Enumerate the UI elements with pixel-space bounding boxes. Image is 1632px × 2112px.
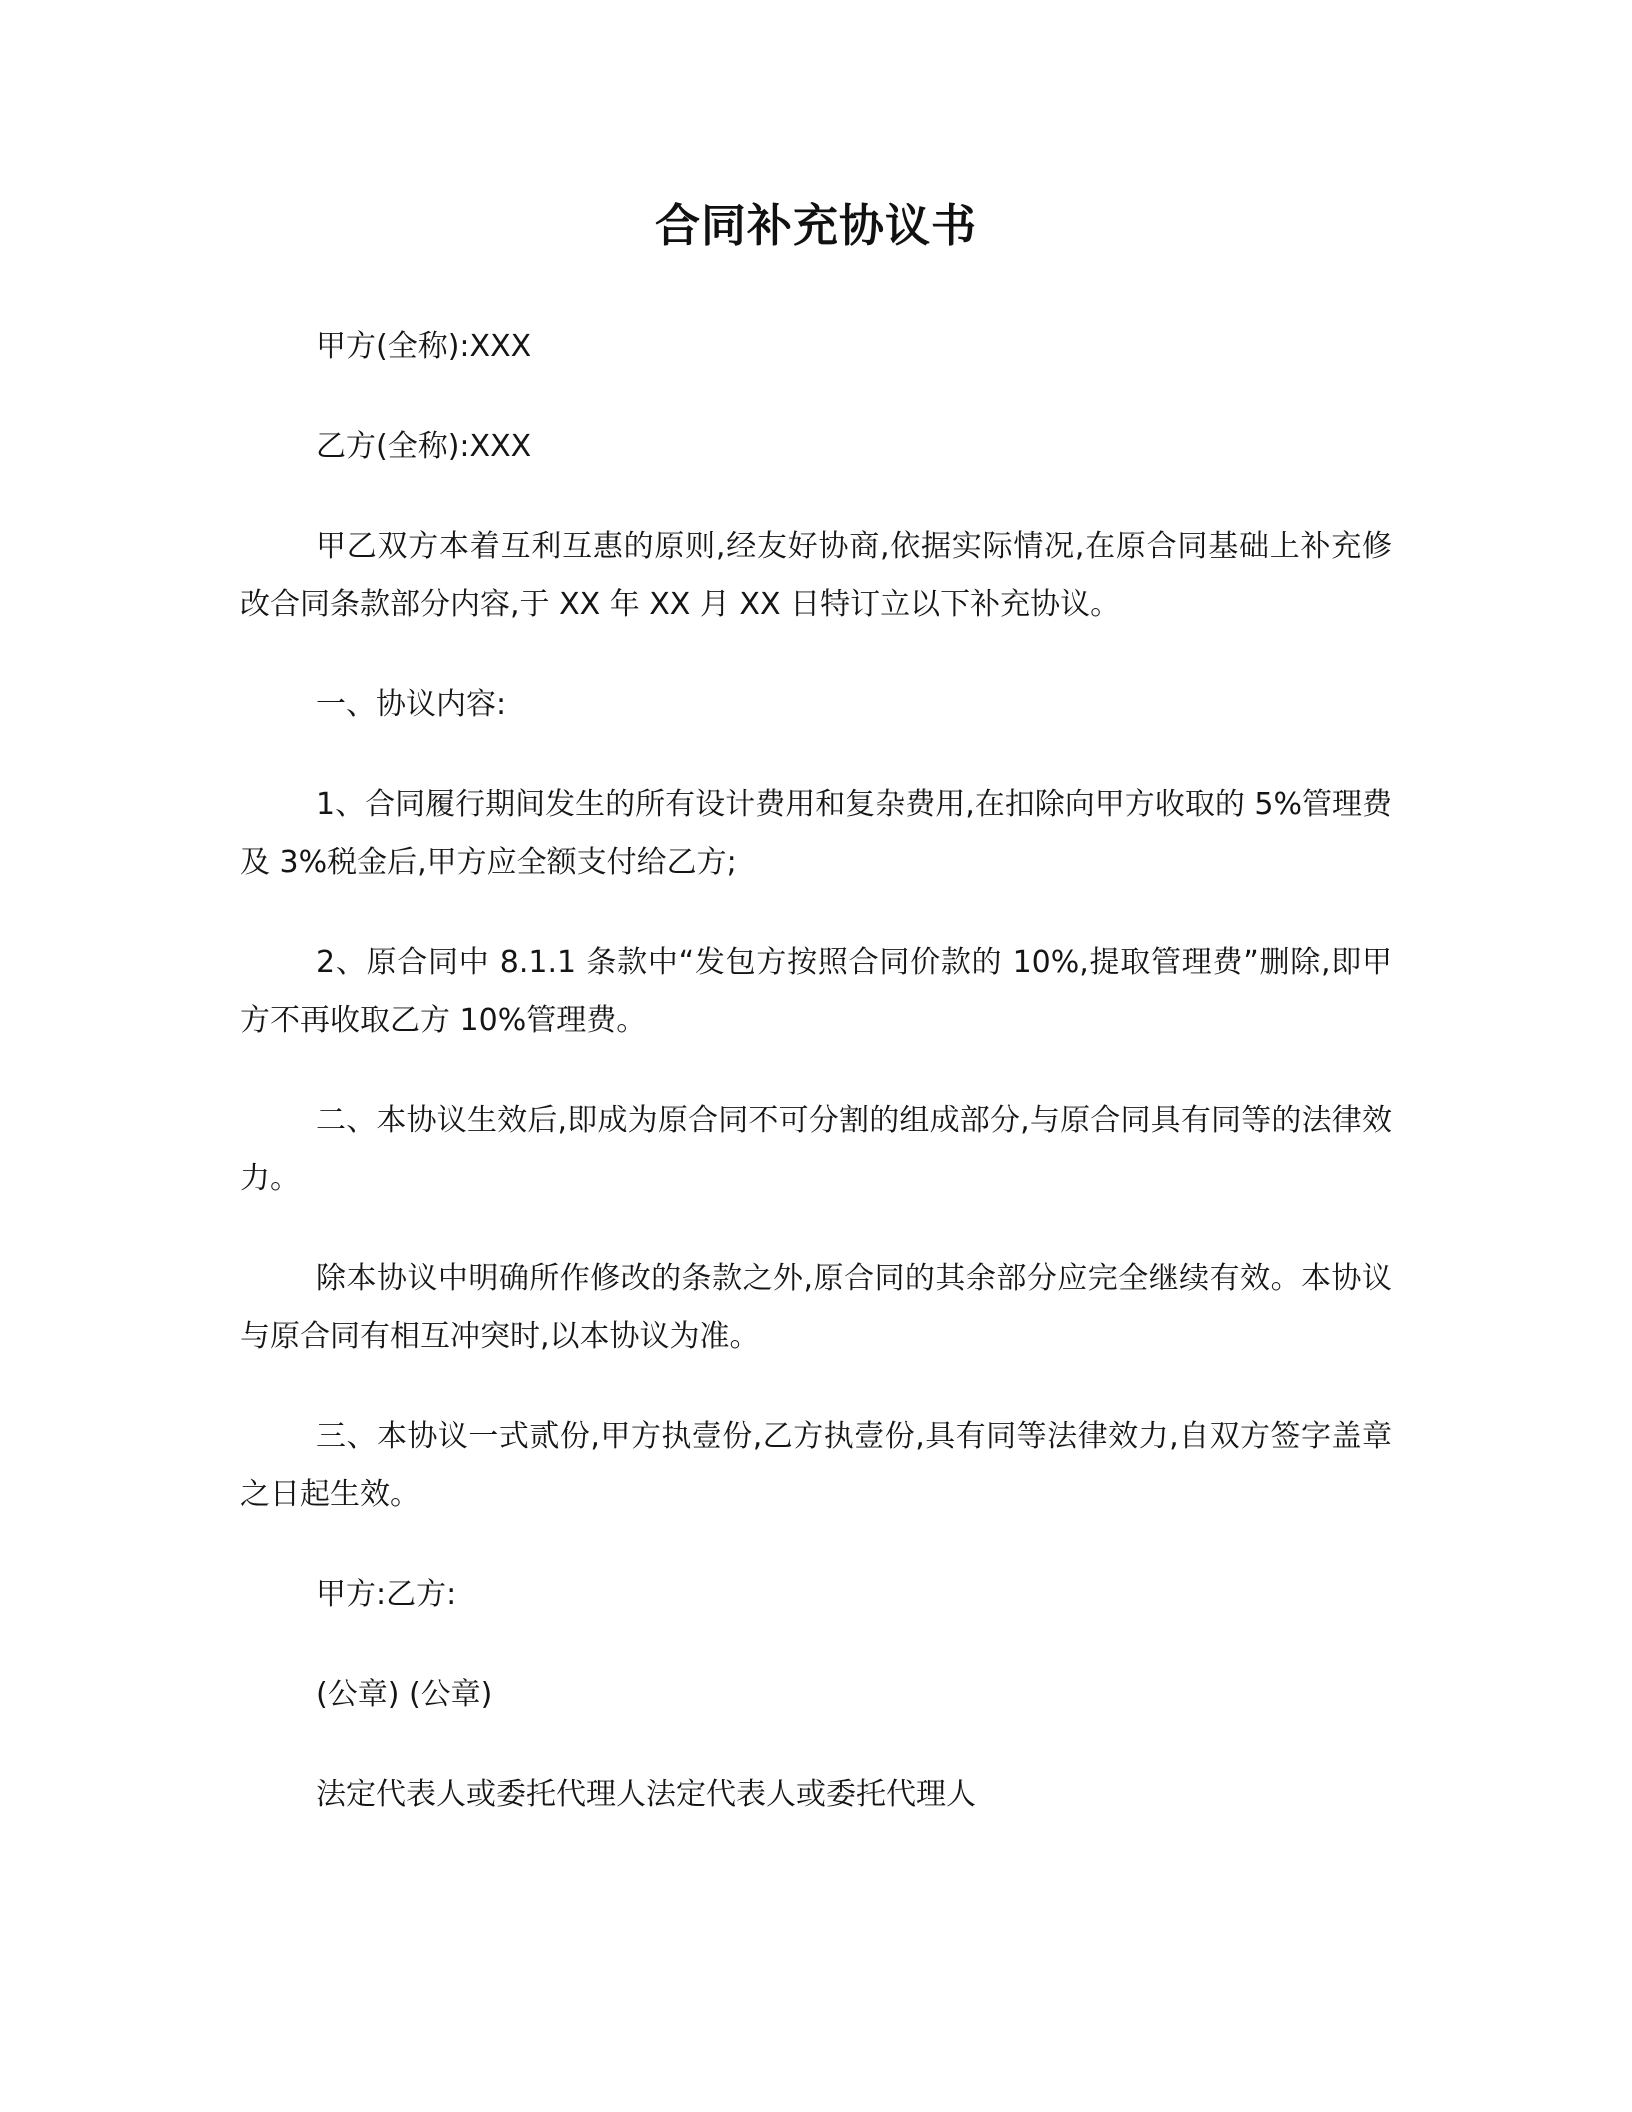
- remaining-clause-paragraph: 除本协议中明确所作修改的条款之外,原合同的其余部分应完全继续有效。本协议与原合同有相互冲突时,以本协议为准。: [240, 1261, 1392, 1354]
- seals-line: (公章) (公章): [316, 1677, 493, 1712]
- party-a-line: 甲方(全称):XXX: [316, 329, 532, 364]
- clause-item-1: 1、合同履行期间发生的所有设计费用和复杂费用,在扣除向甲方收取的 5%管理费及 3%税金后,甲方应全额支付给乙方;: [240, 787, 1392, 880]
- party-b-line: 乙方(全称):XXX: [316, 429, 532, 464]
- page-title: 合同补充协议书: [654, 199, 977, 252]
- intro-paragraph: 甲乙双方本着互利互惠的原则,经友好协商,依据实际情况,在原合同基础上补充修改合同条款部分内容,于 XX 年 XX 月 XX 日特订立以下补充协议。: [240, 529, 1392, 622]
- section-3-paragraph: 三、本协议一式贰份,甲方执壹份,乙方执壹份,具有同等法律效力,自双方签字盖章之日起生效。: [240, 1419, 1392, 1512]
- clause-item-2: 2、原合同中 8.1.1 条款中“发包方按照合同价款的 10%,提取管理费”删除,即甲方不再收取乙方 10%管理费。: [240, 945, 1392, 1038]
- section-1-heading: 一、协议内容:: [316, 687, 507, 722]
- document-body: [240, 318, 1392, 1866]
- section-2-paragraph: 二、本协议生效后,即成为原合同不可分割的组成部分,与原合同具有同等的法律效力。: [240, 1103, 1392, 1196]
- representatives-line: 法定代表人或委托代理人法定代表人或委托代理人: [316, 1777, 976, 1812]
- signature-parties-line: 甲方:乙方:: [316, 1577, 457, 1612]
